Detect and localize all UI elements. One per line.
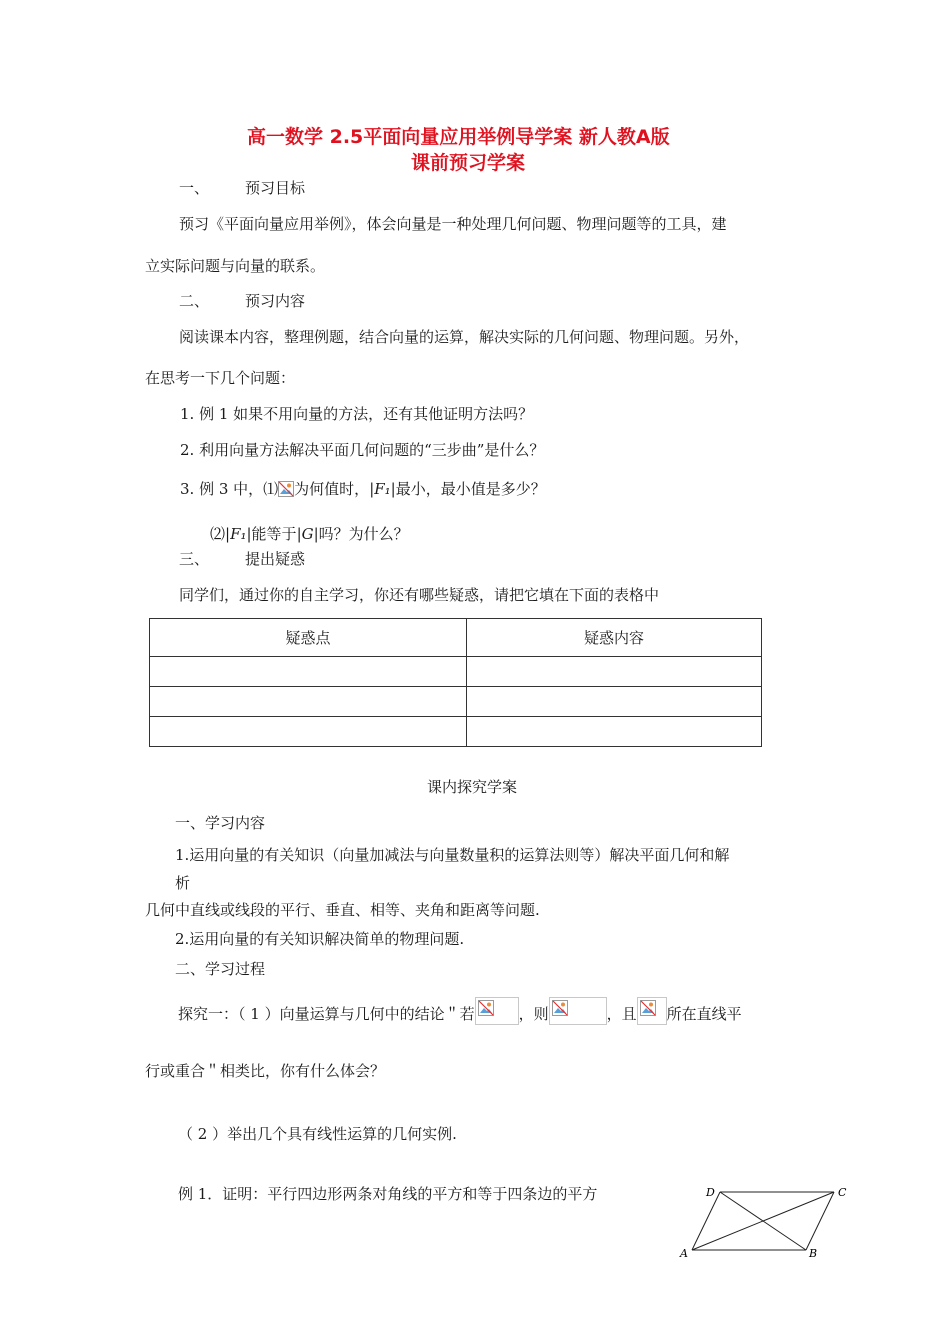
question-2: 2. 利用向量方法解决平面几何问题的“三步曲”是什么？ bbox=[180, 441, 545, 459]
question-3-part-2-num: ⑵ bbox=[210, 525, 226, 543]
table-row bbox=[150, 657, 762, 687]
question-3-prefix: 3. 例 3 中，⑴ bbox=[180, 480, 279, 498]
inclass-content-2: 2.运用向量的有关知识解决简单的物理问题. bbox=[175, 930, 465, 948]
vertex-label-a: A bbox=[680, 1247, 688, 1260]
table-row bbox=[150, 717, 762, 747]
question-3-part-2-equal: 能等于 bbox=[251, 525, 297, 543]
document-subtitle: 课前预习学案 bbox=[411, 152, 526, 174]
inclass-section-1-heading: 一、学习内容 bbox=[175, 814, 266, 832]
explore-2: （ 2 ）举出几个具有线性运算的几何实例. bbox=[178, 1125, 457, 1143]
inclass-title: 课内探究学案 bbox=[427, 778, 518, 796]
formula-f1-magnitude: |F₁| bbox=[369, 480, 396, 498]
example-1: 例 1．证明：平行四边形两条对角线的平方和等于四条边的平方 bbox=[178, 1185, 598, 1203]
table-cell bbox=[467, 657, 762, 687]
section-3-heading: 提出疑惑 bbox=[245, 550, 306, 568]
doubt-table bbox=[149, 618, 762, 747]
question-3 bbox=[180, 479, 546, 499]
explore-1-continued: 行或重合＂相类比，你有什么体会？ bbox=[145, 1062, 386, 1080]
explore-1-part-d: 所在直线平 bbox=[666, 1005, 742, 1023]
inclass-content-1a: 1.运用向量的有关知识（向量加减法与向量数量积的运算法则等）解决平面几何和解 bbox=[175, 846, 730, 864]
table-header-cell: 疑惑点 bbox=[150, 619, 467, 657]
inclass-content-1b: 析 bbox=[175, 874, 191, 892]
question-1: 1. 例 1 如果不用向量的方法，还有其他证明方法吗？ bbox=[180, 405, 534, 423]
formula-f1-magnitude-2: |F₁| bbox=[225, 525, 252, 543]
question-3-when: 为何值时， bbox=[294, 480, 370, 498]
vertex-label-c: C bbox=[838, 1186, 847, 1199]
table-header-row bbox=[150, 619, 762, 657]
formula-g-magnitude: |G| bbox=[296, 525, 319, 543]
formula-image-frame bbox=[549, 997, 607, 1025]
section-2-heading: 预习内容 bbox=[245, 292, 306, 310]
formula-image-frame bbox=[637, 997, 667, 1025]
broken-image-icon bbox=[552, 1000, 568, 1016]
question-3-suffix: 最小，最小值是多少？ bbox=[395, 480, 546, 498]
parallelogram-figure bbox=[676, 1182, 852, 1262]
table-cell bbox=[150, 657, 467, 687]
table-cell bbox=[467, 687, 762, 717]
paragraph-preview-goal-2: 立实际问题与向量的联系。 bbox=[145, 257, 326, 275]
table-cell bbox=[467, 717, 762, 747]
section-1-number: 一、 bbox=[179, 179, 210, 197]
vertex-label-d: D bbox=[706, 1186, 715, 1199]
table-row bbox=[150, 687, 762, 717]
table-cell bbox=[150, 687, 467, 717]
inclass-content-1c: 几何中直线或线段的平行、垂直、相等、夹角和距离等问题. bbox=[145, 901, 540, 919]
question-3-part-2-suffix: 吗？为什么？ bbox=[318, 525, 409, 543]
explore-1 bbox=[178, 997, 742, 1025]
paragraph-preview-content-2: 在思考一下几个问题： bbox=[145, 369, 296, 387]
formula-image-frame bbox=[475, 997, 519, 1025]
paragraph-preview-content-1: 阅读课本内容，整理例题，结合向量的运算，解决实际的几何问题、物理问题。另外， bbox=[179, 328, 750, 346]
question-3-part-2 bbox=[210, 524, 409, 544]
section-3-number: 三、 bbox=[179, 550, 210, 568]
inclass-section-2-heading: 二、学习过程 bbox=[175, 960, 266, 978]
section-1-heading: 预习目标 bbox=[245, 179, 306, 197]
paragraph-preview-goal-1: 预习《平面向量应用举例》，体会向量是一种处理几何问题、物理问题等的工具，建 bbox=[179, 215, 727, 233]
table-header-cell: 疑惑内容 bbox=[467, 619, 762, 657]
explore-1-part-a: 探究一：（ 1 ）向量运算与几何中的结论＂若 bbox=[178, 1005, 475, 1023]
table-cell bbox=[150, 717, 467, 747]
section-2-number: 二、 bbox=[179, 292, 210, 310]
broken-image-icon bbox=[278, 481, 294, 497]
explore-1-part-c: ，且 bbox=[606, 1005, 637, 1023]
broken-image-icon bbox=[640, 1000, 656, 1016]
explore-1-part-b: ，则 bbox=[518, 1005, 549, 1023]
paragraph-doubts: 同学们，通过你的自主学习，你还有哪些疑惑，请把它填在下面的表格中 bbox=[179, 586, 660, 604]
vertex-label-b: B bbox=[809, 1247, 818, 1260]
broken-image-icon bbox=[478, 1000, 494, 1016]
document-title: 高一数学 2.5平面向量应用举例导学案 新人教A版 bbox=[247, 126, 670, 148]
